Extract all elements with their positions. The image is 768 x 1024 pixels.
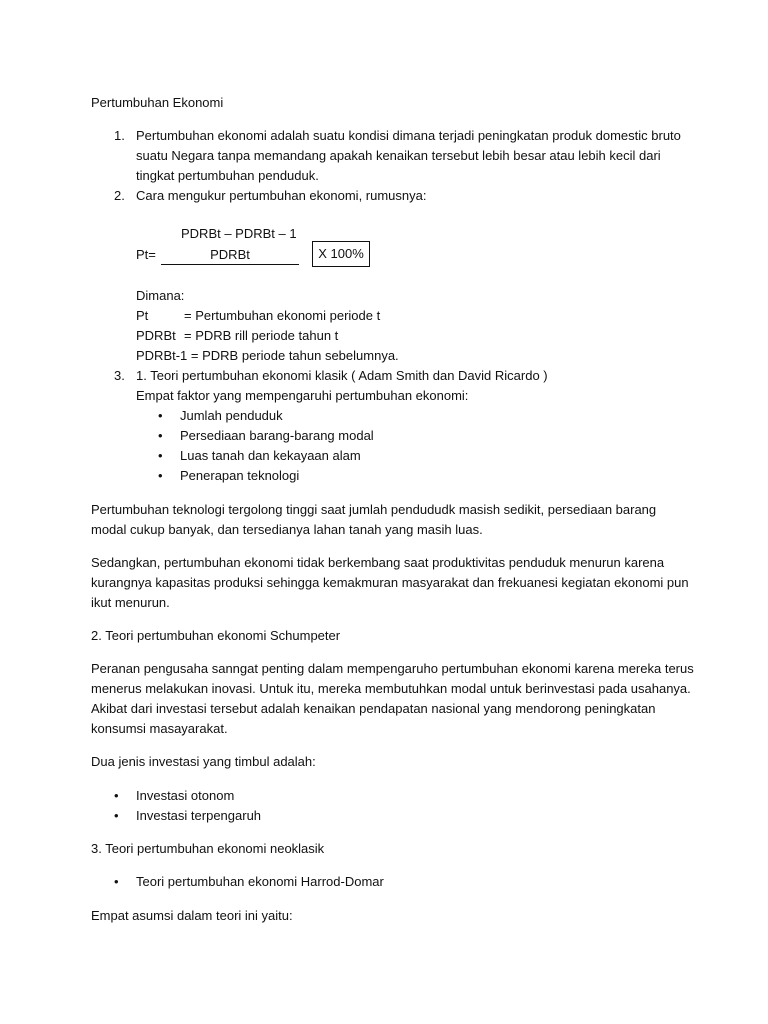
list-item-3-text	[136, 366, 696, 406]
list-item	[158, 466, 374, 486]
list-item	[158, 446, 374, 466]
heading-text: 3. Teori pertumbuhan ekonomi neoklasik	[91, 841, 325, 856]
dimana-label: Dimana:	[136, 288, 185, 303]
definition-row	[136, 306, 696, 326]
definition-line: PDRBt-1 = PDRB periode tahun sebelumnya.	[136, 348, 399, 363]
text-line: Cara mengukur pertumbuhan ekonomi, rumusnya:	[136, 188, 427, 203]
paragraph-entrepreneur	[91, 659, 694, 739]
list-number-1: 1.	[114, 128, 125, 143]
definition-key: Pt	[136, 308, 149, 323]
formula-lhs: Pt=	[136, 247, 156, 262]
list-item	[114, 806, 261, 826]
definition-row	[136, 326, 696, 346]
bullet-icon: •	[158, 428, 163, 443]
neoklasik-bullet-list	[114, 872, 384, 892]
list-number-2: 2.	[114, 188, 125, 203]
bullet-icon: •	[114, 788, 119, 803]
text-line: Peranan pengusaha sanngat penting dalam mempengaruho pertumbuhan ekonomi karena mereka terus	[91, 661, 694, 676]
paragraph-technology	[91, 500, 681, 540]
list-number-3: 3.	[114, 368, 125, 383]
text-line: Dua jenis investasi yang timbul adalah:	[91, 754, 316, 769]
text-line: Pertumbuhan teknologi tergolong tinggi saat jumlah pendududk masish sedikit, persediaan barang	[91, 502, 657, 517]
text-line: modal cukup banyak, dan tersedianya lahan tanah yang masih luas.	[91, 522, 483, 537]
bullet-text: Penerapan teknologi	[180, 468, 300, 483]
list-item-1-text	[136, 126, 696, 186]
section-heading-schumpeter	[91, 626, 681, 646]
text-line: ikut menurun.	[91, 595, 170, 610]
bullet-icon: •	[114, 808, 119, 823]
paragraph-assumptions	[91, 906, 681, 926]
paragraph-investment-types	[91, 752, 681, 772]
definitions-block	[136, 286, 696, 366]
text-line: suatu Negara tanpa memandang apakah kenaikan tersebut lebih besar atau lebih kecil dari	[136, 148, 661, 163]
text-line: menerus melakukan inovasi. Untuk itu, mereka membutuhkan modal untuk berinvestasi pada usahanya.	[91, 681, 691, 696]
text-line: Empat asumsi dalam teori ini yaitu:	[91, 908, 293, 923]
bullet-text: Investasi otonom	[136, 788, 235, 803]
bullet-text: Teori pertumbuhan ekonomi Harrod-Domar	[136, 874, 384, 889]
definition-value: = PDRB rill periode tahun t	[184, 328, 339, 343]
list-item	[158, 426, 374, 446]
text-line: 1. Teori pertumbuhan ekonomi klasik ( Adam Smith dan David Ricardo )	[136, 368, 548, 383]
list-item	[114, 872, 384, 892]
document-title: Pertumbuhan Ekonomi	[91, 95, 224, 110]
text-line: Empat faktor yang mempengaruhi pertumbuhan ekonomi:	[136, 388, 469, 403]
formula-denominator: PDRBt	[161, 245, 299, 265]
bullet-text: Persediaan barang-barang modal	[180, 428, 374, 443]
text-line: tingkat pertumbuhan penduduk.	[136, 168, 319, 183]
text-line: konsumsi masayarakat.	[91, 721, 228, 736]
investment-bullet-list	[114, 786, 261, 826]
text-line: Pertumbuhan ekonomi adalah suatu kondisi dimana terjadi peningkatan produk domestic bruto	[136, 128, 681, 143]
list-item	[158, 406, 374, 426]
paragraph-decline	[91, 553, 689, 613]
growth-formula	[136, 224, 396, 274]
text-line: Akibat dari investasi tersebut adalah kenaikan pendapatan nasional yang mendorong peningkatan	[91, 701, 656, 716]
bullet-text: Investasi terpengaruh	[136, 808, 262, 823]
list-item	[114, 786, 261, 806]
factor-bullet-list	[158, 406, 374, 486]
definition-key: PDRBt	[136, 328, 176, 343]
bullet-text: Luas tanah dan kekayaan alam	[180, 448, 361, 463]
formula-multiplier-box: X 100%	[312, 241, 370, 267]
formula-numerator: PDRBt – PDRBt – 1	[181, 226, 297, 241]
text-line: Sedangkan, pertumbuhan ekonomi tidak berkembang saat produktivitas penduduk menurun karena	[91, 555, 665, 570]
heading-text: 2. Teori pertumbuhan ekonomi Schumpeter	[91, 628, 341, 643]
text-line: kurangnya kapasitas produksi sehingga kemakmuran masyarakat dan frekuanesi kegiatan ekonomi pun	[91, 575, 689, 590]
section-heading-neoklasik	[91, 839, 681, 859]
bullet-icon: •	[114, 874, 119, 889]
bullet-text: Jumlah penduduk	[180, 408, 283, 423]
definition-value: = Pertumbuhan ekonomi periode t	[184, 308, 381, 323]
bullet-icon: •	[158, 408, 163, 423]
bullet-icon: •	[158, 448, 163, 463]
bullet-icon: •	[158, 468, 163, 483]
list-item-2-text	[136, 186, 696, 206]
